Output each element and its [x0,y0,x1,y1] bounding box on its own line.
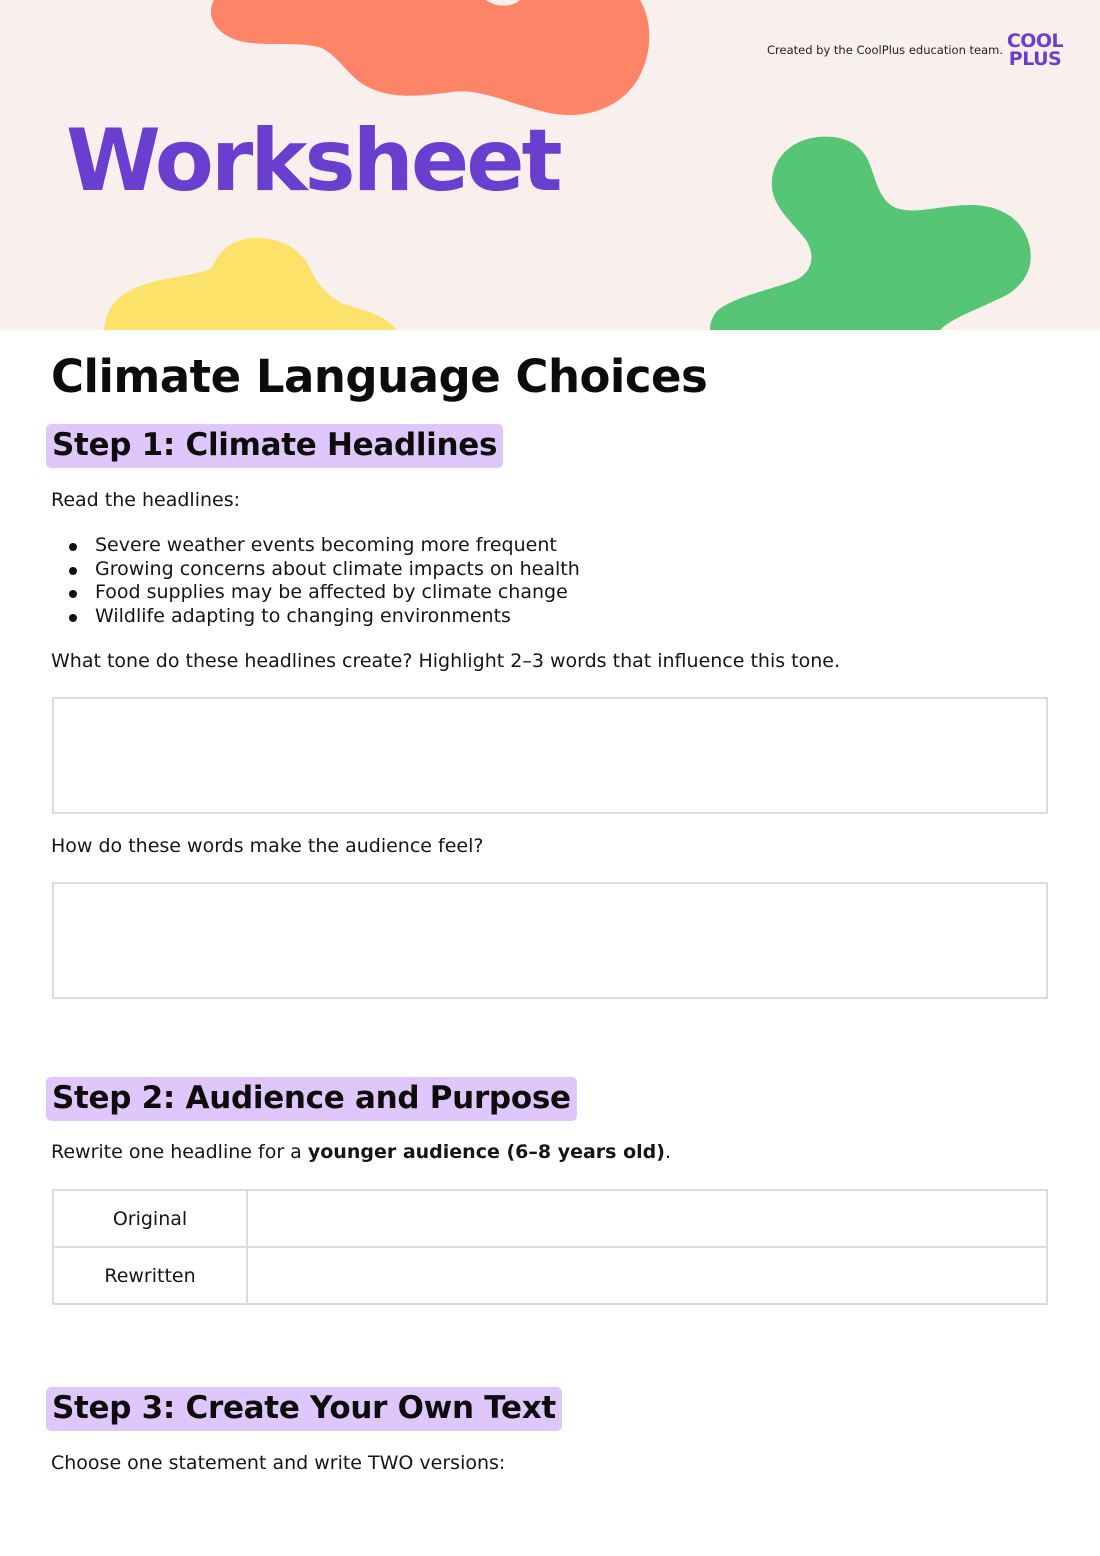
feeling-question: How do these words make the audience feel? [51,835,484,857]
tone-question: What tone do these headlines create? Highlight 2–3 words that influence this tone. [51,650,841,672]
coolplus-logo [1003,32,1067,68]
rewritten-input-cell[interactable] [247,1247,1047,1304]
list-item: Growing concerns about climate impacts on health [51,558,580,582]
tone-answer-box[interactable] [52,697,1048,814]
list-item: Food supplies may be affected by climate change [51,581,580,605]
list-item: Severe weather events becoming more frequent [51,534,580,558]
step2-instruction [51,1140,671,1165]
instruction-emphasis: younger audience (6–8 years old) [307,1141,665,1163]
headline-list [51,534,580,628]
step1-intro: Read the headlines: [51,489,241,511]
original-input-cell[interactable] [247,1190,1047,1247]
table-row [53,1247,1047,1304]
page-title: Climate Language Choices [51,350,708,403]
table-row [53,1190,1047,1247]
worksheet-header [0,0,1100,330]
rewritten-label: Rewritten [53,1247,247,1304]
green-blob [710,137,1031,330]
original-label: Original [53,1190,247,1247]
yellow-blob [104,238,396,330]
step3-heading: Step 3: Create Your Own Text [46,1387,562,1431]
instruction-end: . [664,1141,671,1163]
list-item: Wildlife adapting to changing environments [51,605,580,629]
orange-blob [211,0,649,115]
step3-instruction: Choose one statement and write TWO versions: [51,1452,506,1474]
logo-line-2: PLUS [1008,48,1062,70]
instruction-text: Rewrite one headline for a [51,1141,308,1163]
step2-heading: Step 2: Audience and Purpose [46,1077,577,1121]
worksheet-title: Worksheet [66,111,560,211]
logo-line-1: COOL [1006,30,1064,52]
credit-text: Created by the CoolPlus education team. [767,43,1004,57]
feeling-answer-box[interactable] [52,882,1048,999]
step1-heading: Step 1: Climate Headlines [46,424,503,468]
rewrite-table [52,1189,1048,1305]
